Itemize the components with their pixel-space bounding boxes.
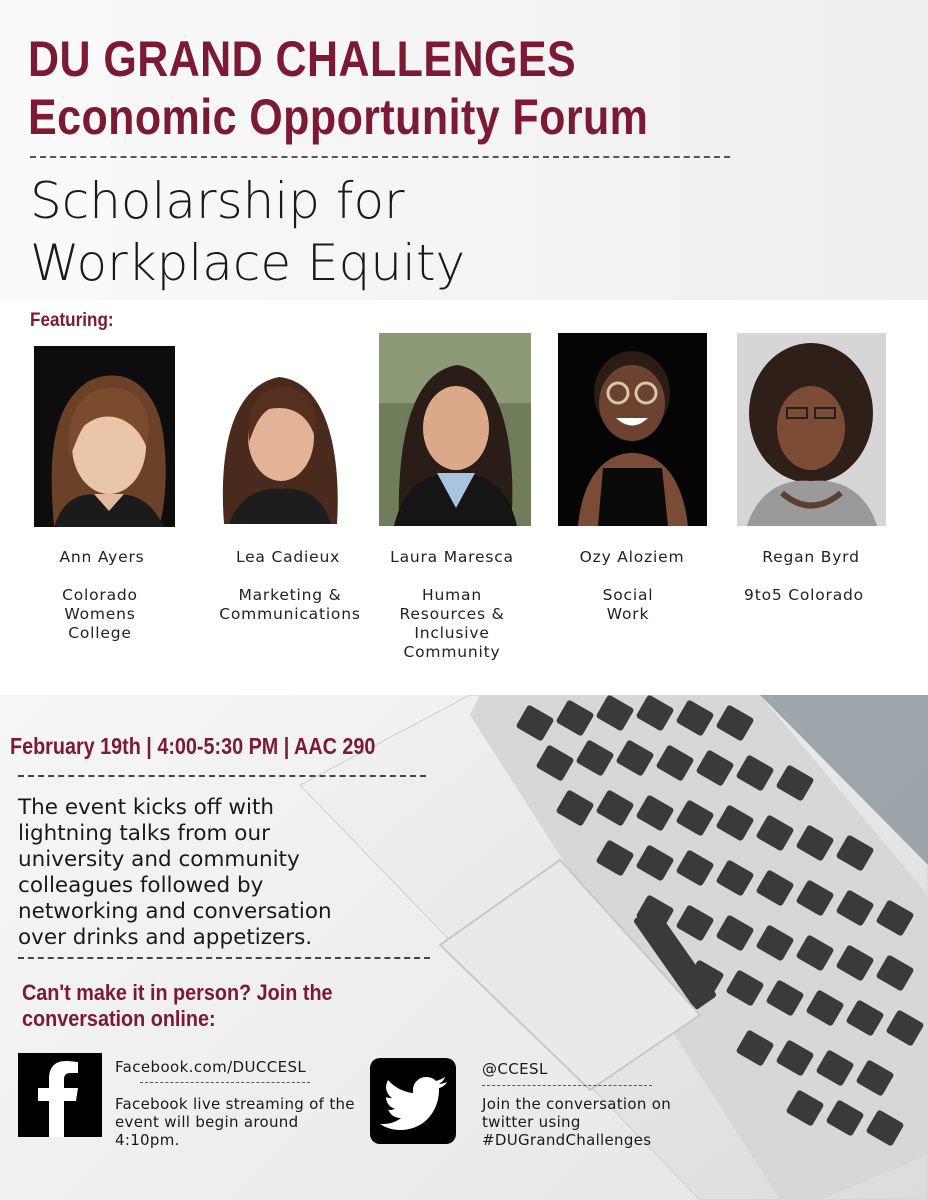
online-heading: Can't make it in person? Join the conversation online: [22, 980, 333, 1031]
speaker-photo-laura-maresca [379, 333, 531, 526]
speaker-photo-lea-cadieux [209, 347, 350, 524]
divider [30, 156, 730, 158]
event-details: February 19th | 4:00-5:30 PM | AAC 290 [10, 733, 376, 759]
speaker-affiliation: Colorado Womens College [62, 586, 138, 642]
featuring-label: Featuring: [30, 310, 114, 331]
speaker-affiliation: Marketing & Communications [219, 586, 361, 623]
speaker-name: Lea Cadieux [235, 548, 341, 566]
event-description: The event kicks off with lightning talks from our university and community colleagues followed by networking and conversation over drinks and appetizers. [18, 795, 332, 950]
divider [482, 1085, 652, 1086]
speaker-photo-regan-byrd [737, 333, 886, 526]
speaker-name: Regan Byrd [762, 548, 860, 566]
divider [18, 775, 426, 777]
twitter-handle[interactable]: @CCESL [482, 1060, 548, 1078]
divider [140, 1082, 310, 1083]
divider [18, 957, 430, 959]
subtitle [30, 170, 465, 294]
speaker-affiliation: Social Work [602, 586, 654, 623]
speaker-affiliation: 9to5 Colorado [744, 586, 864, 604]
title-line-2: Economic Opportunity Forum [28, 89, 649, 145]
title-line-1: DU GRAND CHALLENGES [28, 31, 577, 87]
twitter-icon[interactable] [370, 1058, 456, 1144]
speaker-name: Laura Maresca [390, 548, 514, 566]
facebook-text: Facebook live streaming of the event will begin around 4:10pm. [115, 1095, 355, 1149]
event-section [0, 695, 928, 1200]
speaker-name: Ann Ayers [59, 548, 145, 566]
header [0, 0, 928, 300]
subtitle-line-1: Scholarship for [30, 172, 405, 230]
speaker-name: Ozy Aloziem [579, 548, 685, 566]
speaker-photo-ann-ayers [34, 346, 175, 527]
speaker-photo-ozy-aloziem [558, 333, 707, 526]
featuring-section [0, 300, 928, 695]
subtitle-line-2: Workplace Equity [30, 234, 466, 292]
facebook-icon[interactable] [18, 1053, 102, 1137]
facebook-link[interactable]: Facebook.com/DUCCESL [115, 1058, 307, 1076]
twitter-text: Join the conversation on twitter using #DUGrandChallenges [482, 1095, 672, 1149]
speaker-affiliation: Human Resources & Inclusive Community [399, 586, 505, 661]
